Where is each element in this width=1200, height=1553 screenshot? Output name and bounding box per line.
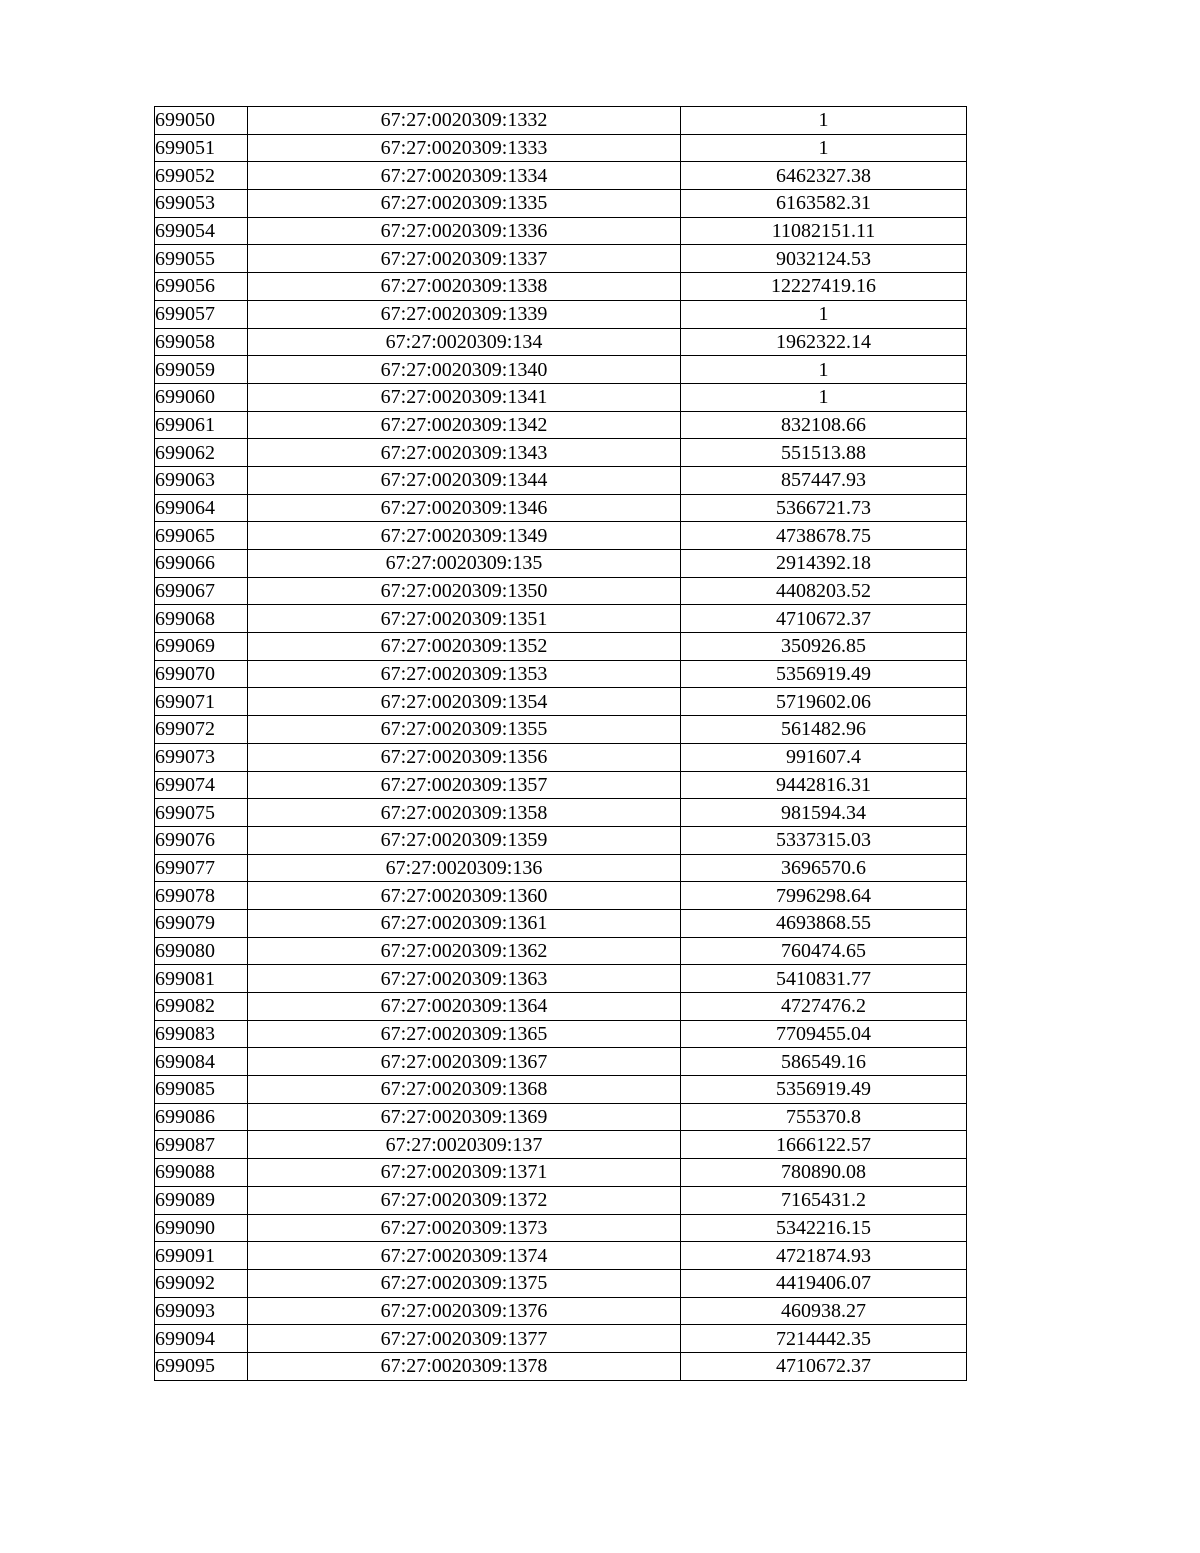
row-number-cell: 699076 [155, 826, 248, 854]
row-number-cell: 699073 [155, 743, 248, 771]
cadastral-value-cell: 6163582.31 [681, 190, 967, 218]
cadastral-number-cell: 67:27:0020309:1357 [248, 771, 681, 799]
cadastral-value-cell: 4408203.52 [681, 577, 967, 605]
cadastral-number-cell: 67:27:0020309:1333 [248, 134, 681, 162]
cadastral-number-cell: 67:27:0020309:1349 [248, 522, 681, 550]
cadastral-value-cell: 5356919.49 [681, 660, 967, 688]
row-number-cell: 699078 [155, 882, 248, 910]
cadastral-number-cell: 67:27:0020309:1360 [248, 882, 681, 910]
table-row [155, 383, 967, 411]
table-row [155, 1242, 967, 1270]
cadastral-number-cell: 67:27:0020309:136 [248, 854, 681, 882]
table-row [155, 273, 967, 301]
cadastral-number-cell: 67:27:0020309:1374 [248, 1242, 681, 1270]
cadastral-number-cell: 67:27:0020309:1363 [248, 965, 681, 993]
cadastral-number-cell: 67:27:0020309:1354 [248, 688, 681, 716]
row-number-cell: 699084 [155, 1048, 248, 1076]
table-row [155, 716, 967, 744]
cadastral-value-cell: 350926.85 [681, 633, 967, 661]
table-row [155, 1269, 967, 1297]
table-row [155, 439, 967, 467]
cadastral-number-cell: 67:27:0020309:1346 [248, 494, 681, 522]
cadastral-value-cell: 7996298.64 [681, 882, 967, 910]
row-number-cell: 699069 [155, 633, 248, 661]
table-row [155, 688, 967, 716]
table-row [155, 1076, 967, 1104]
row-number-cell: 699090 [155, 1214, 248, 1242]
table-row [155, 1131, 967, 1159]
cadastral-number-cell: 67:27:0020309:1364 [248, 993, 681, 1021]
cadastral-value-cell: 12227419.16 [681, 273, 967, 301]
cadastral-value-cell: 760474.65 [681, 937, 967, 965]
row-number-cell: 699070 [155, 660, 248, 688]
table-body [155, 107, 967, 1381]
table-row [155, 550, 967, 578]
cadastral-value-cell: 5410831.77 [681, 965, 967, 993]
row-number-cell: 699083 [155, 1020, 248, 1048]
row-number-cell: 699088 [155, 1159, 248, 1187]
cadastral-number-cell: 67:27:0020309:1339 [248, 300, 681, 328]
cadastral-value-cell: 1 [681, 107, 967, 135]
cadastral-value-cell: 5719602.06 [681, 688, 967, 716]
cadastral-number-cell: 67:27:0020309:1351 [248, 605, 681, 633]
row-number-cell: 699054 [155, 217, 248, 245]
table-row [155, 882, 967, 910]
row-number-cell: 699094 [155, 1325, 248, 1353]
cadastral-number-cell: 67:27:0020309:137 [248, 1131, 681, 1159]
cadastral-number-cell: 67:27:0020309:1376 [248, 1297, 681, 1325]
row-number-cell: 699087 [155, 1131, 248, 1159]
table-row [155, 1186, 967, 1214]
cadastral-number-cell: 67:27:0020309:1365 [248, 1020, 681, 1048]
cadastral-number-cell: 67:27:0020309:1355 [248, 716, 681, 744]
table-row [155, 245, 967, 273]
table-row [155, 494, 967, 522]
table-row [155, 577, 967, 605]
table-row [155, 771, 967, 799]
cadastral-number-cell: 67:27:0020309:1335 [248, 190, 681, 218]
row-number-cell: 699052 [155, 162, 248, 190]
cadastral-value-cell: 11082151.11 [681, 217, 967, 245]
row-number-cell: 699053 [155, 190, 248, 218]
cadastral-number-cell: 67:27:0020309:1361 [248, 909, 681, 937]
cadastral-value-cell: 857447.93 [681, 466, 967, 494]
cadastral-value-cell: 7214442.35 [681, 1325, 967, 1353]
cadastral-value-cell: 1962322.14 [681, 328, 967, 356]
cadastral-number-cell: 67:27:0020309:1362 [248, 937, 681, 965]
row-number-cell: 699086 [155, 1103, 248, 1131]
cadastral-value-cell: 4727476.2 [681, 993, 967, 1021]
cadastral-value-cell: 3696570.6 [681, 854, 967, 882]
cadastral-value-cell: 5337315.03 [681, 826, 967, 854]
cadastral-number-cell: 67:27:0020309:1344 [248, 466, 681, 494]
cadastral-number-cell: 67:27:0020309:1371 [248, 1159, 681, 1187]
cadastral-value-cell: 551513.88 [681, 439, 967, 467]
cadastral-number-cell: 67:27:0020309:1367 [248, 1048, 681, 1076]
row-number-cell: 699058 [155, 328, 248, 356]
cadastral-value-cell: 7165431.2 [681, 1186, 967, 1214]
cadastral-number-cell: 67:27:0020309:1356 [248, 743, 681, 771]
cadastral-value-cell: 1 [681, 356, 967, 384]
table-row [155, 1297, 967, 1325]
cadastral-number-cell: 67:27:0020309:1334 [248, 162, 681, 190]
table-row [155, 854, 967, 882]
row-number-cell: 699066 [155, 550, 248, 578]
table-row [155, 965, 967, 993]
cadastral-number-cell: 67:27:0020309:1338 [248, 273, 681, 301]
table-row [155, 660, 967, 688]
table-row [155, 1352, 967, 1380]
cadastral-value-cell: 586549.16 [681, 1048, 967, 1076]
row-number-cell: 699059 [155, 356, 248, 384]
cadastral-number-cell: 67:27:0020309:1375 [248, 1269, 681, 1297]
cadastral-number-cell: 67:27:0020309:1352 [248, 633, 681, 661]
table-row [155, 605, 967, 633]
table-row [155, 743, 967, 771]
cadastral-value-table [154, 106, 967, 1381]
row-number-cell: 699091 [155, 1242, 248, 1270]
row-number-cell: 699095 [155, 1352, 248, 1380]
cadastral-number-cell: 67:27:0020309:1350 [248, 577, 681, 605]
cadastral-value-cell: 9032124.53 [681, 245, 967, 273]
cadastral-value-cell: 4738678.75 [681, 522, 967, 550]
table-row [155, 1325, 967, 1353]
cadastral-number-cell: 67:27:0020309:1358 [248, 799, 681, 827]
cadastral-value-cell: 6462327.38 [681, 162, 967, 190]
row-number-cell: 699085 [155, 1076, 248, 1104]
table-row [155, 937, 967, 965]
cadastral-value-cell: 5356919.49 [681, 1076, 967, 1104]
row-number-cell: 699089 [155, 1186, 248, 1214]
row-number-cell: 699068 [155, 605, 248, 633]
row-number-cell: 699093 [155, 1297, 248, 1325]
table-row [155, 633, 967, 661]
table-row [155, 300, 967, 328]
table-row [155, 1048, 967, 1076]
cadastral-number-cell: 67:27:0020309:1353 [248, 660, 681, 688]
row-number-cell: 699055 [155, 245, 248, 273]
row-number-cell: 699051 [155, 134, 248, 162]
table-row [155, 328, 967, 356]
cadastral-value-cell: 755370.8 [681, 1103, 967, 1131]
row-number-cell: 699067 [155, 577, 248, 605]
cadastral-value-cell: 832108.66 [681, 411, 967, 439]
cadastral-number-cell: 67:27:0020309:1373 [248, 1214, 681, 1242]
table-row [155, 356, 967, 384]
table-row [155, 993, 967, 1021]
row-number-cell: 699057 [155, 300, 248, 328]
cadastral-value-cell: 4419406.07 [681, 1269, 967, 1297]
cadastral-number-cell: 67:27:0020309:134 [248, 328, 681, 356]
cadastral-value-cell: 5342216.15 [681, 1214, 967, 1242]
cadastral-value-cell: 1 [681, 383, 967, 411]
cadastral-value-cell: 7709455.04 [681, 1020, 967, 1048]
row-number-cell: 699082 [155, 993, 248, 1021]
row-number-cell: 699064 [155, 494, 248, 522]
cadastral-number-cell: 67:27:0020309:1368 [248, 1076, 681, 1104]
row-number-cell: 699075 [155, 799, 248, 827]
cadastral-value-cell: 4721874.93 [681, 1242, 967, 1270]
table-row [155, 522, 967, 550]
cadastral-value-cell: 4710672.37 [681, 1352, 967, 1380]
table-row [155, 799, 967, 827]
cadastral-value-cell: 981594.34 [681, 799, 967, 827]
table-row [155, 466, 967, 494]
table-row [155, 1020, 967, 1048]
cadastral-number-cell: 67:27:0020309:1337 [248, 245, 681, 273]
cadastral-number-cell: 67:27:0020309:1359 [248, 826, 681, 854]
row-number-cell: 699061 [155, 411, 248, 439]
table-row [155, 909, 967, 937]
row-number-cell: 699074 [155, 771, 248, 799]
row-number-cell: 699065 [155, 522, 248, 550]
cadastral-value-cell: 1 [681, 300, 967, 328]
cadastral-number-cell: 67:27:0020309:1336 [248, 217, 681, 245]
cadastral-number-cell: 67:27:0020309:1340 [248, 356, 681, 384]
table-row [155, 134, 967, 162]
cadastral-number-cell: 67:27:0020309:1342 [248, 411, 681, 439]
cadastral-value-cell: 5366721.73 [681, 494, 967, 522]
cadastral-number-cell: 67:27:0020309:1369 [248, 1103, 681, 1131]
cadastral-value-cell: 780890.08 [681, 1159, 967, 1187]
table-row [155, 162, 967, 190]
row-number-cell: 699072 [155, 716, 248, 744]
table-row [155, 1103, 967, 1131]
row-number-cell: 699081 [155, 965, 248, 993]
cadastral-value-cell: 4710672.37 [681, 605, 967, 633]
cadastral-value-cell: 460938.27 [681, 1297, 967, 1325]
row-number-cell: 699077 [155, 854, 248, 882]
cadastral-value-cell: 1 [681, 134, 967, 162]
row-number-cell: 699063 [155, 466, 248, 494]
row-number-cell: 699071 [155, 688, 248, 716]
cadastral-value-cell: 991607.4 [681, 743, 967, 771]
cadastral-number-cell: 67:27:0020309:1372 [248, 1186, 681, 1214]
row-number-cell: 699056 [155, 273, 248, 301]
table-row [155, 1159, 967, 1187]
row-number-cell: 699079 [155, 909, 248, 937]
table-row [155, 411, 967, 439]
cadastral-value-cell: 9442816.31 [681, 771, 967, 799]
row-number-cell: 699080 [155, 937, 248, 965]
row-number-cell: 699092 [155, 1269, 248, 1297]
row-number-cell: 699062 [155, 439, 248, 467]
cadastral-number-cell: 67:27:0020309:1332 [248, 107, 681, 135]
cadastral-number-cell: 67:27:0020309:1343 [248, 439, 681, 467]
cadastral-number-cell: 67:27:0020309:1378 [248, 1352, 681, 1380]
row-number-cell: 699060 [155, 383, 248, 411]
cadastral-value-cell: 561482.96 [681, 716, 967, 744]
cadastral-number-cell: 67:27:0020309:135 [248, 550, 681, 578]
cadastral-number-cell: 67:27:0020309:1341 [248, 383, 681, 411]
table-row [155, 107, 967, 135]
table-row [155, 826, 967, 854]
cadastral-value-cell: 1666122.57 [681, 1131, 967, 1159]
table-row [155, 217, 967, 245]
table-row [155, 190, 967, 218]
cadastral-value-cell: 4693868.55 [681, 909, 967, 937]
cadastral-value-cell: 2914392.18 [681, 550, 967, 578]
cadastral-number-cell: 67:27:0020309:1377 [248, 1325, 681, 1353]
row-number-cell: 699050 [155, 107, 248, 135]
table-row [155, 1214, 967, 1242]
